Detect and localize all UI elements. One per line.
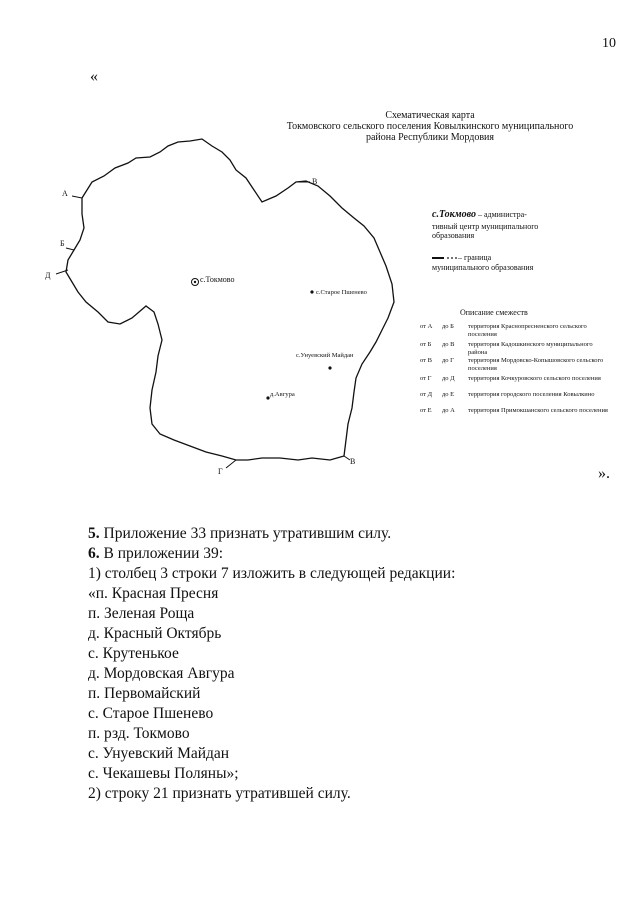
close-quote: ». [598,465,610,482]
adjacency-text: территория Кочкуровского сельского поселения [468,375,601,382]
adjacency-text: территория Примокшанского сельского поселения [468,407,608,414]
unuevsky-marker [328,366,331,369]
adjacency-row [420,323,620,339]
adjacency-title: Описание смежеств [460,308,528,317]
settlement-list-item: д. Мордовская Авгура [88,665,235,682]
tokmovo-marker-dot [194,281,196,283]
subitem-1: 1) столбец 3 строки 7 изложить в следующей редакции: [88,565,456,582]
adjacency-from: от В [420,357,432,364]
adjacency-to: до Б [442,323,454,330]
adjacency-text: территория Краснопресненского сельского поселения [468,323,587,338]
adjacency-to: до Г [442,357,454,364]
item-6 [88,544,223,564]
adjacency-row [420,357,620,373]
settlement-list-item: п. рзд. Токмово [88,725,190,742]
item-5 [88,524,391,544]
point-a-tick [72,196,82,198]
territory-boundary [66,139,394,460]
adjacency-from: от Б [420,341,432,348]
settlement-list-item: п. Зеленая Роща [88,605,195,622]
open-quote: « [90,68,98,85]
point-v-bottom-label: В [350,457,356,466]
adjacency-from: от Г [420,375,432,382]
legend-center-desc-3: образования [432,231,475,240]
adjacency-row [420,375,620,391]
item-5-text: Приложение 33 признать утратившим силу. [99,525,392,542]
settlement-list-item: с. Чекашевы Поляны»; [88,765,239,782]
adjacency-from: от Д [420,391,433,398]
item-6-number: 6. [88,545,100,562]
adjacency-to: до А [442,407,455,414]
page-number: 10 [602,36,616,51]
adjacency-to: до Е [442,391,455,398]
point-g-tick [226,460,236,468]
item-5-number: 5. [88,525,100,542]
adjacency-to: до Д [442,375,455,382]
map-title-line-2: Токмовского сельского поселения Ковылкинского муниципального [286,121,574,132]
settlement-list-item: «п. Красная Пресня [88,585,219,602]
adjacency-row [420,391,620,407]
adjacency-from: от Е [420,407,432,414]
settlement-list-item: д. Красный Октябрь [88,625,222,642]
avgura-label: д.Авгура [270,391,295,398]
point-d-label: Д [45,271,51,280]
settlement-list-item: с. Старое Пшенево [88,705,214,722]
adjacency-to: до В [442,341,455,348]
unuevsky-label: с.Унуевский Майдан [296,352,354,359]
legend-border-dot-2 [451,257,453,259]
item-6-text: В приложении 39: [99,545,224,562]
point-v-top-label: В [312,177,318,186]
point-b-tick [66,248,74,250]
settlement-list-item: п. Первомайский [88,685,201,702]
adjacency-text: территория Мордовско-Копышовского сельского поселения [468,357,604,372]
adjacency-text: территория городского поселения Ковылкино [468,391,595,398]
adjacency-row [420,407,620,423]
adjacency-from: от А [420,323,433,330]
point-g-label: Г [218,467,223,476]
map-title-line-3: района Республики Мордовия [365,132,495,143]
subitem-2: 2) строку 21 признать утратившей силу. [88,785,351,802]
staroe-pshenevo-marker [310,290,313,293]
staroe-pshenevo-label: с.Старое Пшенево [316,289,367,296]
legend-center-desc-1: – администра- [475,210,527,219]
legend-center [432,210,527,219]
adjacency-row [420,341,620,357]
legend-border-dot-1 [447,257,449,259]
settlement-list-item: с. Крутенькое [88,645,179,662]
legend-border-desc-1: – граница [458,253,492,262]
adjacency-text: территория Кадошкинского муниципального района [468,341,593,356]
tokmovo-label: с.Токмово [200,275,235,284]
map-title-line-1: Схематическая карта [385,110,475,121]
legend-border-desc-2: муниципального образования [432,263,534,272]
settlement-list-item: с. Унуевский Майдан [88,745,230,762]
legend-center-name: с.Токмово [432,209,476,220]
legend-border-dot-3 [455,257,457,259]
point-a-label: А [62,189,68,198]
legend-center-desc-2: тивный центр муниципального [432,222,539,231]
point-b-label: Б [60,239,65,248]
